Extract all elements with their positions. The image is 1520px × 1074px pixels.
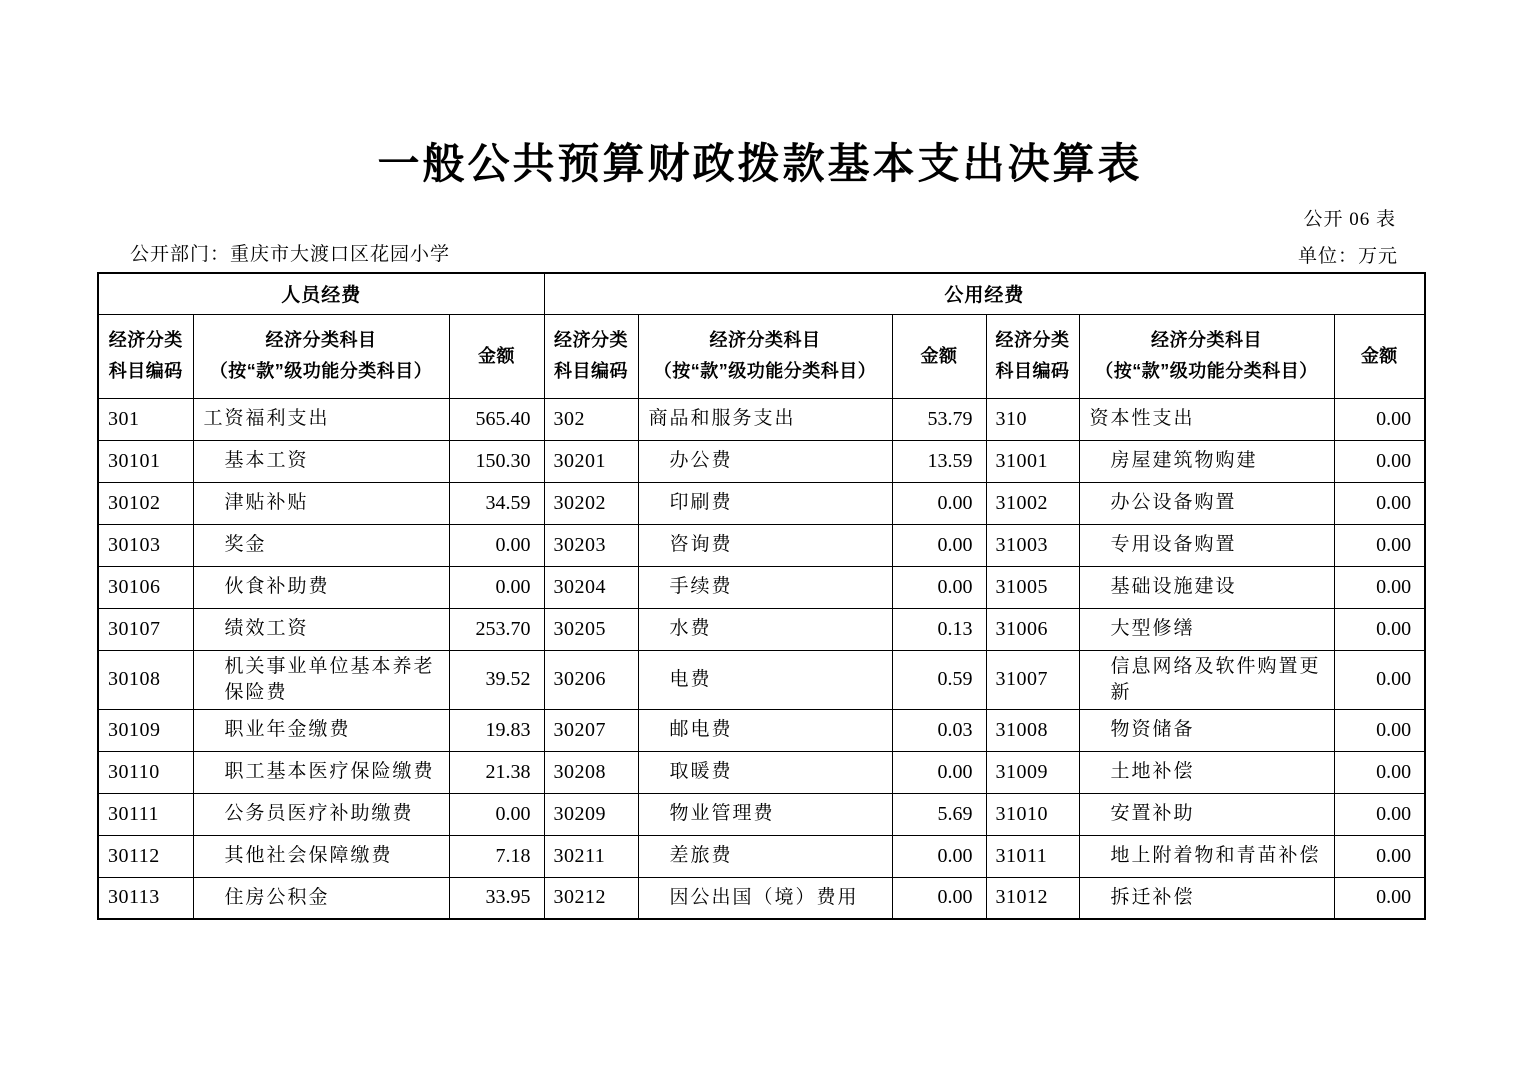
code-cell: 30205 [544,608,638,650]
header-line: 经济分类 [995,330,1070,351]
amount-cell: 0.00 [1334,566,1425,608]
subject-cell: 邮电费 [638,709,892,751]
amount-cell: 0.00 [892,566,986,608]
code-cell: 310 [986,398,1079,440]
code-cell: 301 [98,398,193,440]
subject-cell: 电费 [638,650,892,709]
col-header-code [544,314,638,398]
code-cell: 31009 [986,751,1079,793]
subject-cell: 水费 [638,608,892,650]
header-line: 科目编码 [108,361,183,381]
col-header-amount: 金额 [449,314,544,398]
code-cell: 31011 [986,835,1079,877]
subject-cell: 大型修缮 [1079,608,1334,650]
amount-cell: 0.00 [892,482,986,524]
subject-cell: 公务员医疗补助缴费 [193,793,449,835]
amount-cell: 0.00 [1334,793,1425,835]
amount-cell: 0.00 [1334,398,1425,440]
code-cell: 30109 [98,709,193,751]
amount-cell: 0.59 [892,650,986,709]
subject-cell: 差旅费 [638,835,892,877]
subject-cell: 绩效工资 [193,608,449,650]
table-row [98,398,1425,440]
amount-cell: 0.00 [1334,524,1425,566]
amount-cell: 0.00 [1334,608,1425,650]
subject-cell: 拆迁补偿 [1079,877,1334,919]
amount-cell: 39.52 [449,650,544,709]
subject-cell: 信息网络及软件购置更新 [1079,650,1334,709]
code-cell: 30110 [98,751,193,793]
code-cell: 30113 [98,877,193,919]
sheet-number: 公开 06 表 [1303,209,1396,230]
amount-cell: 0.00 [892,835,986,877]
subject-cell: 专用设备购置 [1079,524,1334,566]
amount-cell: 0.00 [1334,877,1425,919]
table-row [98,566,1425,608]
amount-cell: 53.79 [892,398,986,440]
code-cell: 31012 [986,877,1079,919]
subject-cell: 取暖费 [638,751,892,793]
amount-cell: 5.69 [892,793,986,835]
subject-cell: 住房公积金 [193,877,449,919]
subject-cell: 其他社会保障缴费 [193,835,449,877]
code-cell: 30103 [98,524,193,566]
table-row [98,650,1425,709]
col-header-amount: 金额 [892,314,986,398]
table-row [98,877,1425,919]
code-cell: 31010 [986,793,1079,835]
subject-cell: 土地补偿 [1079,751,1334,793]
amount-cell: 0.00 [892,751,986,793]
subject-cell: 地上附着物和青苗补偿 [1079,835,1334,877]
group-header-personnel: 人员经费 [98,273,544,314]
subject-cell: 办公费 [638,440,892,482]
code-cell: 30201 [544,440,638,482]
subject-cell: 工资福利支出 [193,398,449,440]
col-header-subject [638,314,892,398]
code-cell: 30202 [544,482,638,524]
table-row [98,835,1425,877]
amount-cell: 19.83 [449,709,544,751]
code-cell: 30101 [98,440,193,482]
amount-cell: 150.30 [449,440,544,482]
header-line: 经济分类科目 [1151,330,1263,351]
page-title: 一般公共预算财政拨款基本支出决算表 [377,140,1143,187]
code-cell: 31008 [986,709,1079,751]
group-header-public: 公用经费 [544,273,1425,314]
subject-cell: 因公出国（境）费用 [638,877,892,919]
subject-cell: 办公设备购置 [1079,482,1334,524]
header-line: （按“款”级功能分类科目） [653,361,877,381]
amount-cell: 0.13 [892,608,986,650]
subject-cell: 咨询费 [638,524,892,566]
code-cell: 30108 [98,650,193,709]
table-row [98,524,1425,566]
code-cell: 30203 [544,524,638,566]
header-line: 科目编码 [554,361,629,381]
code-cell: 30206 [544,650,638,709]
code-cell: 31001 [986,440,1079,482]
table-row [98,440,1425,482]
subject-cell: 奖金 [193,524,449,566]
amount-cell: 0.00 [449,524,544,566]
amount-cell: 33.95 [449,877,544,919]
budget-table [97,272,1426,920]
code-cell: 30111 [98,793,193,835]
subject-cell: 印刷费 [638,482,892,524]
unit-label: 单位：万元 [1297,246,1398,267]
table-row [98,709,1425,751]
table-row [98,793,1425,835]
subject-cell: 津贴补贴 [193,482,449,524]
amount-cell: 0.00 [1334,835,1425,877]
subject-cell: 商品和服务支出 [638,398,892,440]
col-header-amount: 金额 [1334,314,1425,398]
header-line: 经济分类 [108,330,183,351]
code-cell: 31006 [986,608,1079,650]
code-cell: 30107 [98,608,193,650]
group-header-row [98,273,1425,314]
header-line: 经济分类科目 [709,330,821,351]
amount-cell: 0.00 [892,877,986,919]
subject-cell: 资本性支出 [1079,398,1334,440]
amount-cell: 0.00 [892,524,986,566]
subject-cell: 物资储备 [1079,709,1334,751]
code-cell: 30204 [544,566,638,608]
subject-cell: 房屋建筑物购建 [1079,440,1334,482]
amount-cell: 0.00 [1334,440,1425,482]
code-cell: 30208 [544,751,638,793]
amount-cell: 0.00 [449,566,544,608]
code-cell: 31002 [986,482,1079,524]
code-cell: 30209 [544,793,638,835]
header-line: 科目编码 [995,361,1070,381]
code-cell: 30112 [98,835,193,877]
subject-cell: 机关事业单位基本养老保险费 [193,650,449,709]
amount-cell: 34.59 [449,482,544,524]
amount-cell: 0.00 [449,793,544,835]
amount-cell: 0.03 [892,709,986,751]
col-header-subject [1079,314,1334,398]
col-header-code [98,314,193,398]
amount-cell: 565.40 [449,398,544,440]
amount-cell: 0.00 [1334,650,1425,709]
amount-cell: 0.00 [1334,751,1425,793]
amount-cell: 21.38 [449,751,544,793]
subject-cell: 职工基本医疗保险缴费 [193,751,449,793]
amount-cell: 13.59 [892,440,986,482]
subject-cell: 物业管理费 [638,793,892,835]
col-header-subject [193,314,449,398]
header-line: 经济分类 [554,330,629,351]
code-cell: 302 [544,398,638,440]
amount-cell: 253.70 [449,608,544,650]
table-row [98,608,1425,650]
code-cell: 30211 [544,835,638,877]
code-cell: 30212 [544,877,638,919]
subject-cell: 职业年金缴费 [193,709,449,751]
header-line: （按“款”级功能分类科目） [209,361,433,381]
subject-cell: 手续费 [638,566,892,608]
code-cell: 31007 [986,650,1079,709]
code-cell: 31003 [986,524,1079,566]
code-cell: 30102 [98,482,193,524]
header-line: （按“款”级功能分类科目） [1095,361,1318,381]
amount-cell: 0.00 [1334,709,1425,751]
subject-cell: 伙食补助费 [193,566,449,608]
header-line: 经济分类科目 [265,330,377,351]
code-cell: 30207 [544,709,638,751]
amount-cell: 0.00 [1334,482,1425,524]
amount-cell: 7.18 [449,835,544,877]
code-cell: 30106 [98,566,193,608]
code-cell: 31005 [986,566,1079,608]
column-header-row [98,314,1425,398]
subject-cell: 基础设施建设 [1079,566,1334,608]
col-header-code [986,314,1079,398]
department-label: 公开部门：重庆市大渡口区花园小学 [130,244,451,265]
table-row [98,751,1425,793]
subject-cell: 安置补助 [1079,793,1334,835]
subject-cell: 基本工资 [193,440,449,482]
table-row [98,482,1425,524]
